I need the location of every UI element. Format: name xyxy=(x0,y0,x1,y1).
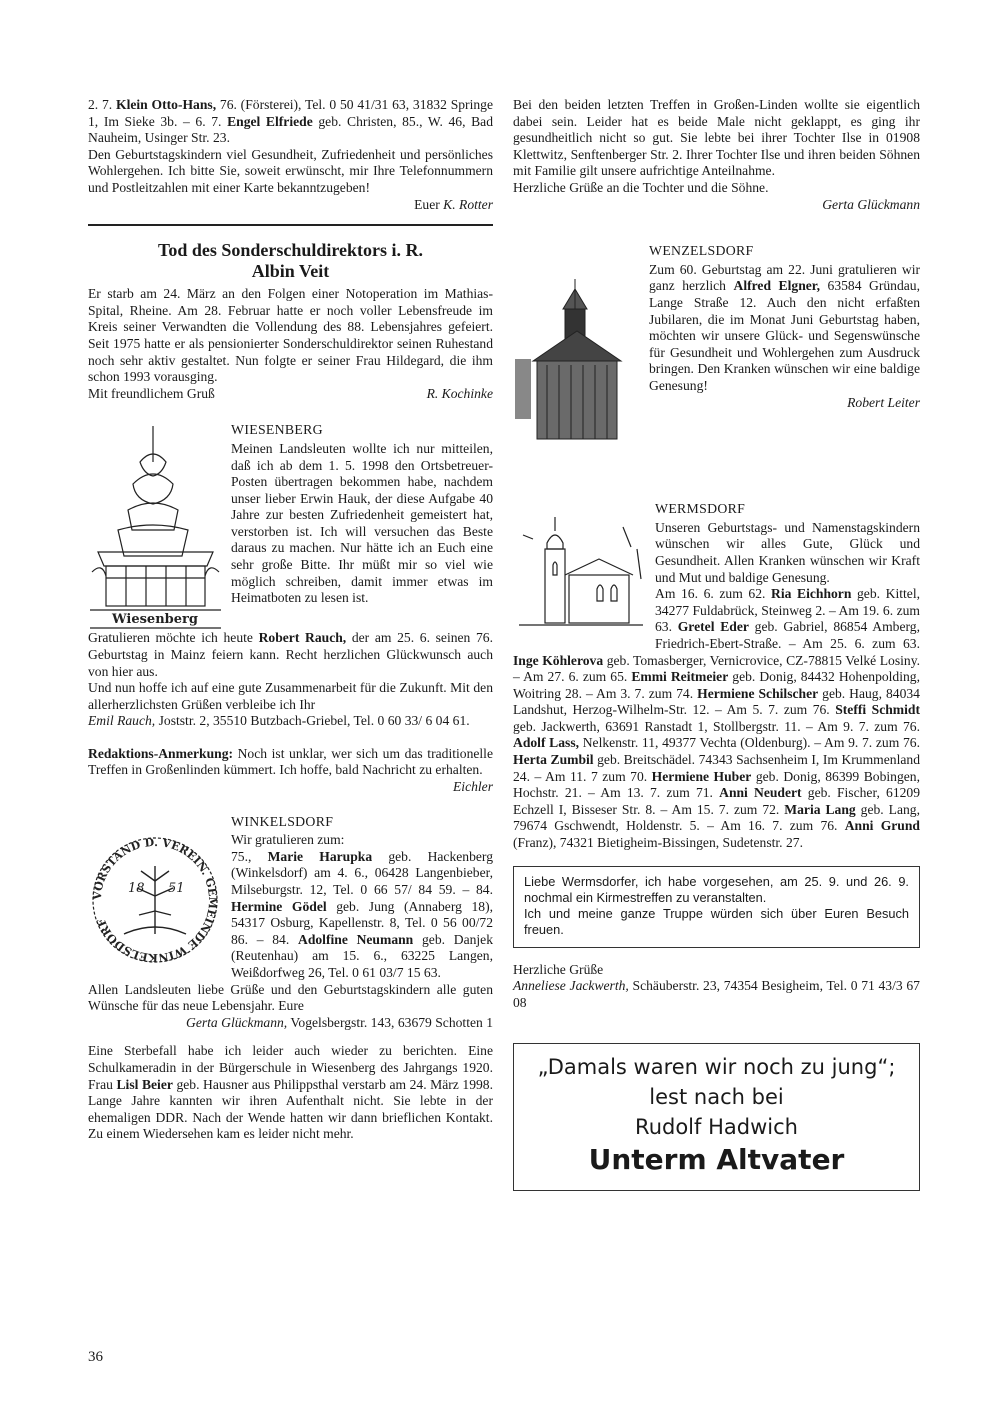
seal-year-right: 51 xyxy=(168,880,185,896)
wermsdorf-heading: WERMSDORF xyxy=(655,501,746,517)
wermsdorf-church-illustration xyxy=(513,509,647,639)
kirmes-announcement-box xyxy=(513,866,920,948)
wermsdorf-greeting: Herzliche Grüße xyxy=(513,961,604,977)
left-column xyxy=(88,97,493,1143)
obituary-text: Er starb am 24. März an den Folgen einer Notoperation im Mathias-Spital, Rheine. Am 28. Februar hatte er noch voller Lebensfreude im Kreis seiner Verwandten die Vollendung des 88. Lebensjahres gefeiert. Seit 1975 hatte er als pensionierter Sonderschuldirektor seinen Ruhestand noch sehr aktiv gestaltet. Nun folgte er seiner Frau Hildegard, die ihm schon 1993 vorausging. xyxy=(88,286,493,385)
wenzelsdorf-section xyxy=(513,243,920,411)
advert-book-title: Unterm Altvater xyxy=(588,1143,845,1177)
book-advert-box xyxy=(513,1043,920,1191)
wermsdorf-birthdays: Am 16. 6. zum 62. Ria Eichhorn geb. Kittel, 34277 Fuldabrück, Steinweg 2. – Am 19. 6. zum 63. Gretel Eder geb. Gabriel, 86854 Amberg, Friedrich-Ebert-Straße. – Am 25. 6. zum 63. Inge Köhlerova geb. Tomasberger, Vernicrovice, CZ-78815 Velké Losiny. – Am 27. 6. zum 65. Emmi Reitmeier geb. Donig, 84432 Hohenpolding, Woitring 28. – Am 3. 7. zum 74. Hermiene Schilscher geb. Haug, 84034 Landshut, Herzog-Wilhelm-Str. 12. – Am 5. 7. zum 76. Steffi Schmidt geb. Jackwerth, 63691 Ranstadt 1, Stollbergstr. 11. – Am 9. 7. zum 76. Adolf Lass, Nelkenstr. 11, 49377 Vechta (Oldenburg). – Am 9. 7. zum 76. Herta Zumbil geb. Breitschädel. 74343 Sachsenheim I, Im Krummenland 24. – Am 11. 7 zum 70. Hermiene Huber geb. Donig, 86399 Bobingen, Hochstr. 21. – Am 13. 7. zum 71. Anni Neudert geb. Fischer, 61209 Echzell I, Bisseser Str. 8. – Am 15. 7. zum 72. Maria Lang geb. Lang, 79674 Gschwendt, Holdenstr. 5. – Am 16. 7. zum 76. Anni Grund (Franz), 74321 Bietigheim-Bissingen, Sudetenstr. 27. xyxy=(513,586,921,851)
obituary-title: Tod des Sonderschuldirektors i. R. Albin Veit xyxy=(157,240,424,282)
wiesenberg-closing: Und nun hoffe ich auf eine gute Zusammenarbeit für die Zukunft. Mit den allerherzlichsten Grüßen verbleibe ich Ihr xyxy=(88,680,493,712)
section-divider xyxy=(88,224,493,226)
wermsdorf-section xyxy=(513,501,920,1011)
page-number: 36 xyxy=(88,1349,103,1365)
winkelsdorf-signature: Gerta Glückmann, Vogelsbergstr. 143, 63679 Schotten 1 xyxy=(186,1014,493,1030)
winkelsdorf-death-notice: Eine Sterbefall habe ich leider auch wieder zu berichten. Eine Schulkameradin in der Bürgerschule in Wiesenberg des Jahrgangs 1920. Frau Lisl Beier geb. Hausner aus Philippsthal verstarb am 24. März 1998. Lange Jahre kannten wir ihren Aufenthalt nicht. Sie lebte in der ehemaligen DDR. Nach der Wende hatten wir dann brieflichen Kontakt. Zu einem Wiedersehen kam es leider nicht mehr. xyxy=(88,1043,493,1142)
wenzelsdorf-signature: Robert Leiter xyxy=(847,394,920,410)
rotter-greeting: Den Geburtstagskindern viel Gesundheit, Zufriedenheit und persönliches Wohlergehen. Ich bitte Sie, soweit erwünscht, mir Ihre Telefonnummern und Postleitzahlen mit einer Karte bekanntzugeben! xyxy=(88,146,493,195)
wermsdorf-signature: Anneliese Jackwerth, Schäuberstr. 23, 74354 Besigheim, Tel. 0 71 43/3 67 08 xyxy=(513,978,920,1010)
winkelsdorf-heading: WINKELSDORF xyxy=(231,813,334,829)
wiesenberg-text: Meinen Landsleuten wollte ich nur mitteilen, daß ich ab dem 1. 5. 1998 den Ortsbetreuer-Posten übertragen bekommen habe, nachdem unser lieber Erwin Hauk, der diese Aufgabe 40 Jahre zur besten Zufriedenheit gemeistert hat, verstorben ist. Ich will versuchen das Beste daraus zu machen. Nur hätte ich an Euch eine sehr große Bitte. Ihr müßt mir so viel wie möglich schreiben, damit immer etwas im Heimatboten zu lesen ist. xyxy=(231,440,493,606)
advert-quote: „Damals waren wir noch zu jung“; xyxy=(537,1055,896,1080)
advert-subline: lest nach bei xyxy=(649,1085,784,1110)
seal-ring-text: VORSTAND D. VEREIN. GEMEINDE WINKELSDORF xyxy=(90,835,220,964)
right-column xyxy=(513,97,920,1191)
wenzelsdorf-chapel-illustration xyxy=(513,261,641,451)
editorial-note: Redaktions-Anmerkung: Noch ist unklar, wer sich um das traditionelle Treffen in Großenlinden kümmert. Ich hoffe, bald Nachricht zu erhalten. xyxy=(88,745,493,778)
kirmes-announcement-text: Liebe Wermsdorfer, ich habe vorgesehen, am 25. 9. und 26. 9. nochmal ein Kirmestreffen zu veranstalten. xyxy=(524,873,909,905)
wermsdorf-intro: Unseren Geburtstags- und Namenstagskindern wünschen wir alles Gute, Glück und Gesundheit. Allen Kranken wünschen wir Kraft und Mut und baldige Genesung. xyxy=(655,519,920,585)
wiesenberg-fountain-illustration xyxy=(88,422,223,630)
wenzelsdorf-text: Zum 60. Geburtstag am 22. Juni gratulieren wir ganz herzlich Alfred Elgner, 63584 Gründau, Lange Straße 12. Auch den nicht erfaßten Jubilaren, die im Monat Juni Geburtstag haben, möchten wir unsere Glück- und Segenswünsche für Gesundheit und Wohlergehen zum Ausdruck bringen. Den Kranken wünschen wir eine baldige Genesung! xyxy=(649,261,921,393)
rotter-signature: Euer K. Rotter xyxy=(414,196,493,212)
wenzelsdorf-heading: WENZELSDORF xyxy=(649,243,754,259)
winkelsdorf-seal xyxy=(88,826,223,976)
condolence-text: Bei den beiden letzten Treffen in Großen-Linden wollte sie eigentlich dabei sein. Leider hat es beide Male nicht geklappt, es ging ihr gesundheitlich nicht so gut. Sie lebte bei ihrer Tochter Ilse in 01908 Klettwitz, Senftenberger Str. 2. Ihrer Tochter Ilse und ihren beiden Söhnen mit Familie gilt unsere aufrichtige Anteilnahme. xyxy=(513,97,920,179)
winkelsdorf-intro: Wir gratulieren zum: xyxy=(231,832,345,848)
seal-year-left: 18 xyxy=(128,880,145,896)
wiesenberg-illustration-label: Wiesenberg xyxy=(112,612,198,628)
condolence-greeting: Herzliche Grüße an die Tochter und die Söhne. xyxy=(513,179,769,195)
winkelsdorf-section xyxy=(88,814,493,1143)
advert-author: Rudolf Hadwich xyxy=(635,1115,798,1140)
winkelsdorf-birthdays: 75., Marie Harupka geb. Hackenberg (Winkelsdorf) am 4. 6., 06428 Langenbieber, Milseburgstr. 12, Tel. 0 66 57/ 84 59. – 84. Hermine Gödel geb. Jung (Annaberg 18), 54317 Osburg, Kapellenstr. 8, Tel. 0 56 00/72 86. – 84. Adolfine Neumann geb. Danjek (Reutenhau) am 15. 6., 63225 Langen, Weißdorfweg 26, Tel. 0 61 03/7 15 63. xyxy=(231,848,494,980)
wiesenberg-signature: Emil Rauch, Joststr. 2, 35510 Butzbach-Griebel, Tel. 0 60 33/ 6 04 61. xyxy=(88,713,470,729)
wiesenberg-birthday: Gratulieren möchte ich heute Robert Rauch, der am 25. 6. seinen 76. Geburtstag in Mainz feiern kann. Recht herzlichen Glückwunsch auch von hier aus. xyxy=(88,630,494,679)
condolence-signature: Gerta Glückmann xyxy=(822,196,920,212)
obituary-signature-row: Mit freundlichem Gruß R. Kochinke xyxy=(88,385,493,401)
wiesenberg-heading: WIESENBERG xyxy=(231,422,323,438)
winkelsdorf-greeting: Allen Landsleuten liebe Grüße und den Geburtstagskindern alle guten Wünsche für das neue Lebensjahr. Eure xyxy=(88,981,493,1014)
birthday-list-rotter: 2. 7. Klein Otto-Hans, 76. (Försterei), Tel. 0 50 41/31 63, 31832 Springe 1, Im Sieke 3b. – 6. 7. Engel Elfriede geb. Christen, 85., W. 46, Bad Nauheim, Usinger Str. 23. xyxy=(88,97,493,146)
wiesenberg-section xyxy=(88,422,493,730)
editorial-signature: Eichler xyxy=(452,779,493,795)
kirmes-visit-text: Ich und meine ganze Truppe würden sich über Euren Besuch freuen. xyxy=(524,905,909,937)
